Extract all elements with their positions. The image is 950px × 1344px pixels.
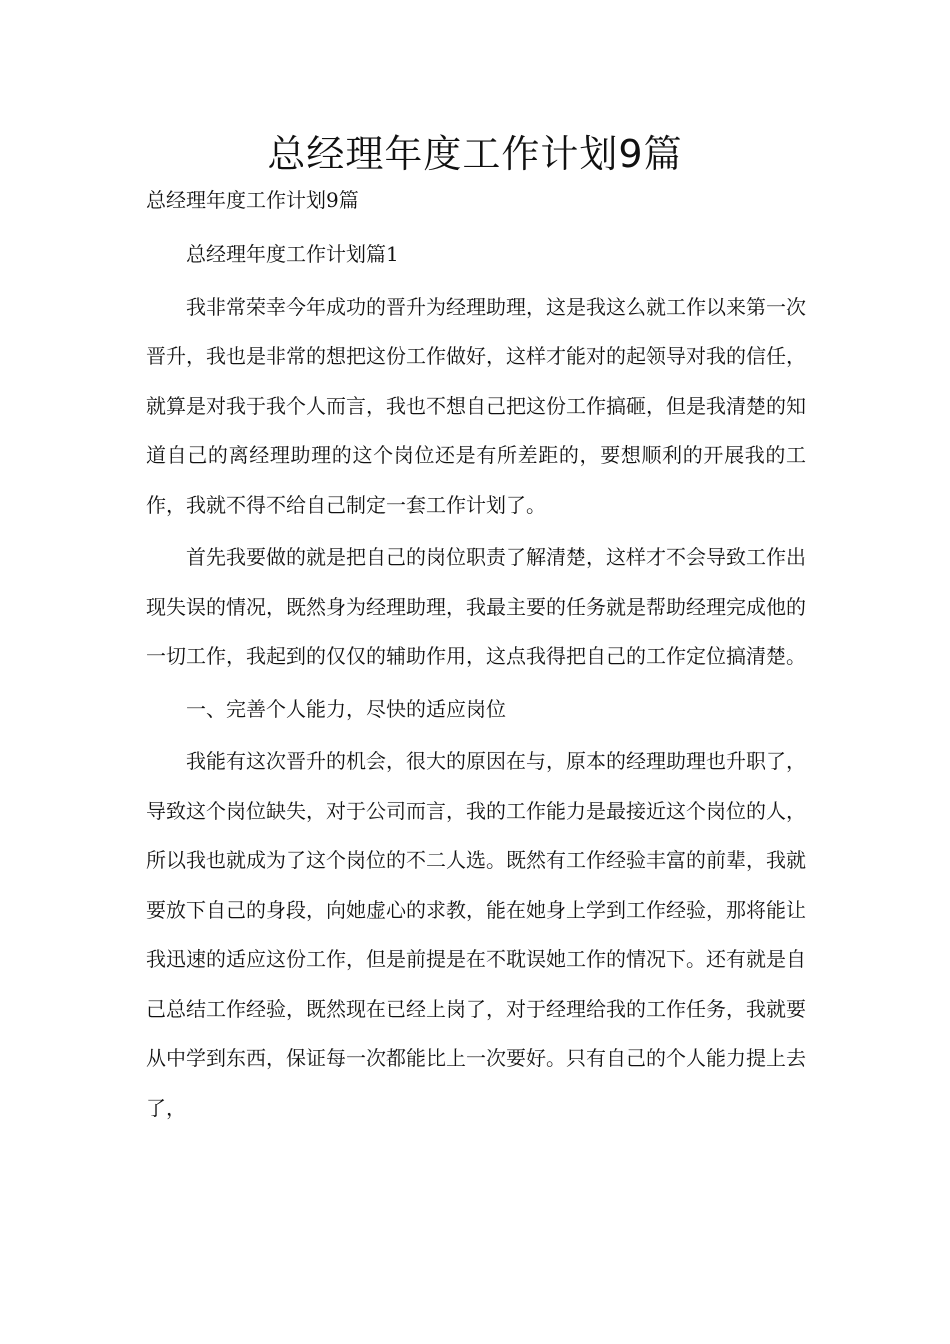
document-title: 总经理年度工作计划9篇: [267, 132, 683, 176]
paragraph: 我能有这次晋升的机会，很大的原因在与，原本的经理助理也升职了，导致这个岗位缺失，对于公司而言，我的工作能力是最接近这个岗位的人，所以我也就成为了这个岗位的不二人选。既然有工作经验丰富的前辈，我就要放下自己的身段，向她虚心的求教，能在她身上学到工作经验，那将能让我迅速的适应这份工作，但是前提是在不耽误她工作的情况下。还有就是自己总结工作经验，既然现在已经上岗了，对于经理给我的工作任务，我就要从中学到东西，保证每一次都能比上一次要好。只有自己的个人能力提上去了，: [146, 749, 806, 1120]
section-heading: 总经理年度工作计划篇1: [186, 242, 399, 266]
document-body: [146, 230, 806, 1136]
document-subtitle: 总经理年度工作计划9篇: [146, 188, 359, 212]
paragraph: 首先我要做的就是把自己的岗位职责了解清楚，这样才不会导致工作出现失误的情况，既然身为经理助理，我最主要的任务就是帮助经理完成他的一切工作，我起到的仅仅的辅助作用，这点我得把自己的工作定位搞清楚。: [146, 545, 806, 668]
section-heading: 一、完善个人能力，尽快的适应岗位: [186, 696, 506, 721]
paragraph: 我非常荣幸今年成功的晋升为经理助理，这是我这么就工作以来第一次晋升，我也是非常的想把这份工作做好，这样才能对的起领导对我的信任，就算是对我于我个人而言，我也不想自己把这份工作搞砸，但是我清楚的知道自己的离经理助理的这个岗位还是有所差距的，要想顺利的开展我的工作，我就不得不给自己制定一套工作计划了。: [146, 294, 806, 517]
